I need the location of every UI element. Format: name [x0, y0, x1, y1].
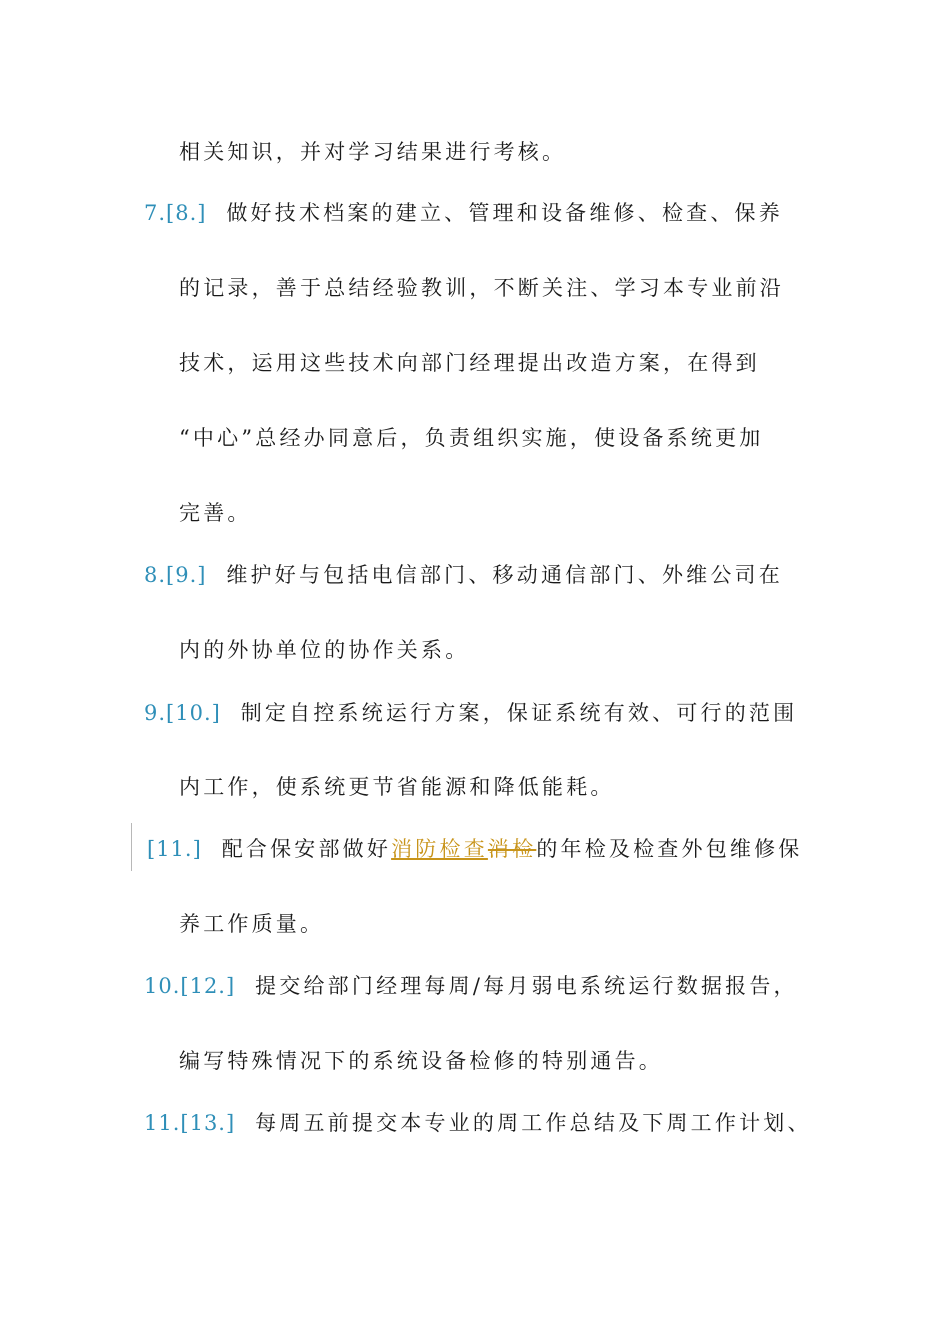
list-item-text — [222, 837, 803, 861]
list-number: 7.[8.] — [144, 201, 207, 225]
list-item-text: 维护好与包括电信部门、移动通信部门、外维公司在 — [226, 563, 783, 587]
tracked-insertion: 消防检查 — [391, 837, 488, 861]
list-number: [11.] — [147, 837, 202, 861]
paragraph-line: “中心”总经办同意后，负责组织实施，使设备系统更加 — [179, 426, 764, 450]
tracked-deletion: 消检 — [487, 837, 537, 861]
list-number: 11.[13.] — [144, 1111, 236, 1135]
list-item-8 — [144, 561, 783, 589]
paragraph-line: 养工作质量。 — [179, 912, 325, 936]
list-item-text: 制定自控系统运行方案，保证系统有效、可行的范围 — [240, 701, 798, 725]
list-number: 10.[12.] — [144, 974, 236, 998]
text-run: 的年检及检查外包维修保 — [536, 837, 803, 861]
list-item-13 — [144, 1109, 812, 1137]
list-item-text: 做好技术档案的建立、管理和设备维修、检查、保养 — [226, 201, 783, 225]
list-number: 8.[9.] — [144, 563, 207, 587]
list-item-9 — [144, 699, 797, 727]
revision-change-bar — [131, 823, 132, 871]
paragraph-line: 完善。 — [179, 501, 252, 525]
list-item-11 — [147, 835, 803, 863]
paragraph-line: 技术，运用这些技术向部门经理提出改造方案，在得到 — [179, 351, 760, 375]
list-item-text: 每周五前提交本专业的周工作总结及下周工作计划、 — [255, 1111, 812, 1135]
text-run: 配合保安部做好 — [221, 837, 392, 861]
paragraph-line: 内工作，使系统更节省能源和降低能耗。 — [179, 775, 615, 799]
paragraph-line: 相关知识，并对学习结果进行考核。 — [179, 140, 567, 164]
list-item-12 — [144, 972, 798, 1000]
paragraph-line: 编写特殊情况下的系统设备检修的特别通告。 — [179, 1049, 663, 1073]
list-item-text: 提交给部门经理每周/每月弱电系统运行数据报告， — [255, 974, 798, 998]
list-item-7 — [144, 199, 783, 227]
list-number: 9.[10.] — [144, 701, 221, 725]
paragraph-line: 内的外协单位的协作关系。 — [179, 638, 470, 662]
paragraph-line: 的记录，善于总结经验教训，不断关注、学习本专业前沿 — [179, 276, 784, 300]
